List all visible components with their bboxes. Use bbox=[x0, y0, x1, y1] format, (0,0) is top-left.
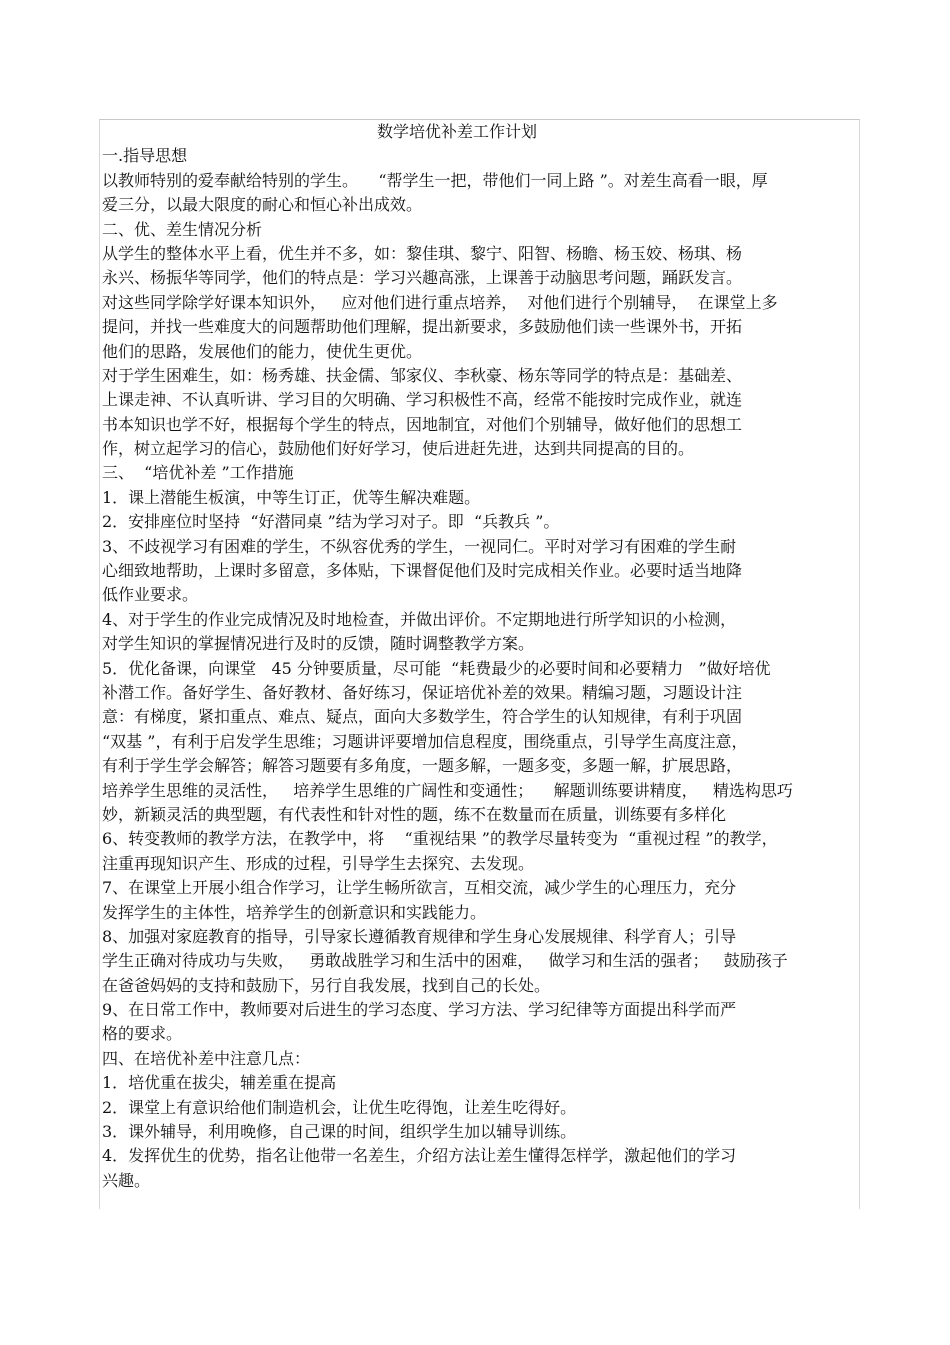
text-line: 书本知识也学不好，根据每个学生的特点，因地制宜，对他们个别辅导，做好他们的思想工 bbox=[102, 414, 743, 434]
text-line: 四、在培优补差中注意几点： bbox=[102, 1048, 311, 1068]
text-line: 心细致地帮助，上课时多留意，多体贴，下课督促他们及时完成相关作业。必要时适当地降 bbox=[102, 561, 743, 581]
text-line: 培养学生思维的灵活性， 培养学生思维的广阔性和变通性； 解题训练要讲精度， 精选构思巧 bbox=[102, 780, 793, 800]
text-line: “双基 ”，有利于启发学生思维；习题讲评要增加信息程度，围绕重点，引导学生高度注意， bbox=[102, 731, 748, 751]
text-line: 1．培优重在拔尖，辅差重在提高 bbox=[102, 1073, 337, 1093]
document-title: 数学培优补差工作计划 bbox=[376, 122, 537, 141]
text-line: 在爸爸妈妈的支持和鼓励下，另行自我发展，找到自己的长处。 bbox=[102, 975, 551, 995]
text-line: 一.指导思想 bbox=[102, 146, 188, 166]
document-lines bbox=[102, 144, 862, 1193]
text-line: 有利于学生学会解答；解答习题要有多角度，一题多解，一题多变，多题一解，扩展思路， bbox=[102, 756, 743, 776]
text-line: 3、不歧视学习有困难的学生，不纵容优秀的学生，一视同仁。平时对学习有困难的学生耐 bbox=[102, 536, 737, 556]
text-line: 7、在课堂上开展小组合作学习，让学生畅所欲言，互相交流，减少学生的心理压力，充分 bbox=[102, 878, 737, 898]
text-line: 补潜工作。备好学生、备好教材、备好练习，保证培优补差的效果。精编习题，习题设计注 bbox=[102, 682, 743, 702]
text-line: 上课走神、不认真听讲、学习目的欠明确、学习积极性不高，经常不能按时完成作业，就连 bbox=[102, 390, 743, 410]
text-line: 格的要求。 bbox=[102, 1024, 183, 1044]
text-line: 4、对于学生的作业完成情况及时地检查，并做出评价。不定期地进行所学知识的小检测， bbox=[102, 609, 737, 629]
text-line: 2．课堂上有意识给他们制造机会，让优生吃得饱，让差生吃得好。 bbox=[102, 1097, 577, 1117]
text-line: 永兴、杨振华等同学，他们的特点是：学习兴趣高涨，上课善于动脑思考问题，踊跃发言。 bbox=[102, 268, 743, 288]
text-line: 8、加强对家庭教育的指导，引导家长遵循教育规律和学生身心发展规律、科学育人；引导 bbox=[102, 926, 737, 946]
text-line: 意：有梯度，紧扣重点、难点、疑点，面向大多数学生，符合学生的认知规律，有利于巩固 bbox=[102, 707, 743, 727]
text-line: 4．发挥优生的优势，指名让他带一名差生，介绍方法让差生懂得怎样学，激起他们的学习 bbox=[102, 1146, 737, 1166]
text-line: 提问，并找一些难度大的问题帮助他们理解，提出新要求，多鼓励他们读一些课外书，开拓 bbox=[102, 317, 743, 337]
text-line: 5．优化备课，向课堂 45 分钟要质量，尽可能 “耗费最少的必要时间和必要精力 ”做好培优 bbox=[102, 658, 771, 678]
document-body bbox=[102, 120, 862, 1193]
text-line: 2．安排座位时坚持 “好潜同桌 ”结为学习对子。即 “兵教兵 ”。 bbox=[102, 512, 560, 532]
text-line: 注重再现知识产生、形成的过程，引导学生去探究、去发现。 bbox=[102, 853, 535, 873]
text-line: 学生正确对待成功与失败， 勇敢战胜学习和生活中的困难， 做学习和生活的强者； 鼓励孩子 bbox=[102, 951, 788, 971]
text-line: 对这些同学除学好课本知识外， 应对他们进行重点培养， 对他们进行个别辅导， 在课堂上多 bbox=[102, 292, 778, 312]
text-line: 对于学生困难生，如：杨秀雄、扶金儒、邹家仪、李秋豪、杨东等同学的特点是：基础差、 bbox=[102, 365, 743, 385]
text-line: 妙，新颖灵活的典型题，有代表性和针对性的题，练不在数量而在质量，训练要有多样化 bbox=[102, 804, 727, 824]
text-line: 三、 “培优补差 ”工作措施 bbox=[102, 463, 294, 483]
text-line: 从学生的整体水平上看，优生并不多，如：黎佳琪、黎宁、阳智、杨瞻、杨玉姣、杨琪、杨 bbox=[102, 243, 743, 263]
text-line: 他们的思路，发展他们的能力，使优生更优。 bbox=[102, 341, 423, 361]
text-line: 9、在日常工作中，教师要对后进生的学习态度、学习方法、学习纪律等方面提出科学而严 bbox=[102, 1000, 737, 1020]
text-line: 爱三分，以最大限度的耐心和恒心补出成效。 bbox=[102, 195, 423, 215]
text-line: 作，树立起学习的信心，鼓励他们好好学习，使后进赶先进，达到共同提高的目的。 bbox=[102, 439, 695, 459]
text-line: 低作业要求。 bbox=[102, 585, 199, 605]
text-line: 6、转变教师的教学方法，在教学中，将 “重视结果 ”的教学尽量转变为 “重视过程 ”的教学， bbox=[102, 829, 778, 849]
text-line: 发挥学生的主体性，培养学生的创新意识和实践能力。 bbox=[102, 902, 487, 922]
text-line: 二、优、差生情况分析 bbox=[102, 219, 263, 239]
text-line: 兴趣。 bbox=[102, 1170, 151, 1190]
text-line: 以教师特别的爱奉献给特别的学生。 “帮学生一把，带他们一同上路 ”。对差生高看一眼，厚 bbox=[102, 170, 768, 190]
text-line: 3．课外辅导，利用晚修，自己课的时间，组织学生加以辅导训练。 bbox=[102, 1122, 577, 1142]
text-line: 1．课上潜能生板演，中等生订正，优等生解决难题。 bbox=[102, 487, 481, 507]
text-line: 对学生知识的掌握情况进行及时的反馈，随时调整教学方案。 bbox=[102, 634, 535, 654]
